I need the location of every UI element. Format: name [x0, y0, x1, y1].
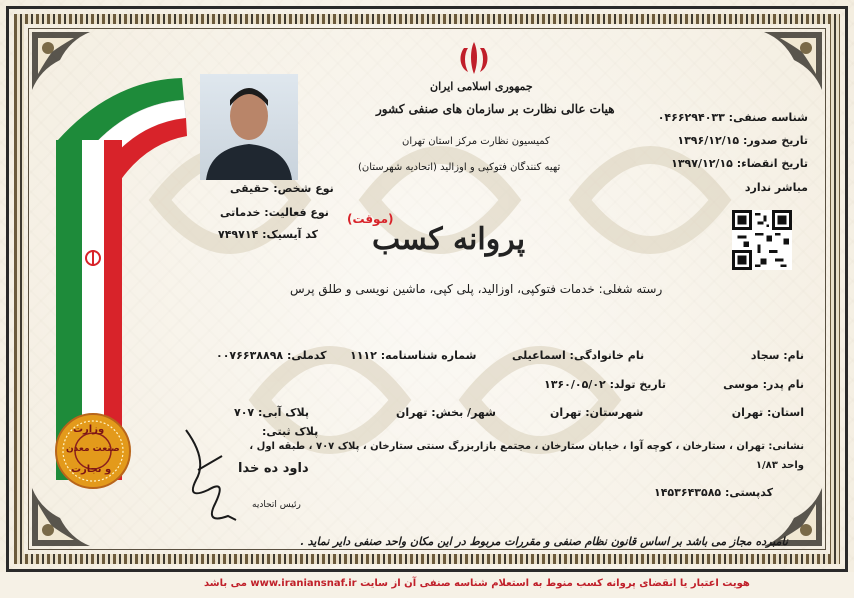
- header-country: جمهوری اسلامی ایران: [430, 80, 533, 93]
- field-city: شهر/ بخش: تهران: [396, 406, 496, 419]
- guild-id: شناسه صنفی: ۰۴۶۶۲۹۴۰۳۳: [657, 111, 808, 124]
- field-name: نام: سجاد: [750, 349, 804, 362]
- field-father: نام پدر: موسی: [723, 378, 804, 391]
- document-title: پروانه کسب: [372, 222, 526, 257]
- trade-category: رسته شغلی: خدمات فتوکپی، اوزالید، پلی کپی، ماشین نویسی و طلق پرس: [290, 282, 663, 296]
- activity-type: نوع فعالیت: خدماتی: [220, 206, 329, 219]
- field-address: نشانی: تهران ، ستارخان ، کوچه آوا ، خیابان ستارخان ، مجتمع بازاربزرگ سنتی ستارخان ، پلاک ۷۰۷ ، طبقه اول ،: [249, 441, 804, 452]
- document-title-tag: (موقت): [347, 212, 394, 226]
- seal-text-middle: صنعت معدن: [66, 444, 120, 454]
- person-entity-type: نوع شخص: حقیقی: [230, 182, 334, 195]
- field-address-unit: واحد ۱/۸۳: [755, 460, 804, 471]
- iran-emblem-icon: [454, 40, 494, 76]
- holder-photo: [200, 74, 298, 180]
- field-postal-code: کدپستی: ۱۴۵۳۶۴۳۵۸۵: [654, 486, 774, 499]
- person-silhouette-icon: [200, 74, 298, 180]
- field-province: استان: تهران: [731, 406, 804, 419]
- signatory-role: رئیس اتحادیه: [252, 500, 301, 510]
- seal-text-bottom: و تجارت: [71, 464, 112, 475]
- qr-code-icon: [732, 210, 792, 270]
- field-plaque-registered: پلاک ثبتی:: [262, 425, 319, 438]
- signature-icon: [178, 420, 248, 530]
- field-plaque-blue: پلاک آبی: ۷۰۷: [234, 406, 309, 419]
- partnership-status: مباشر ندارد: [744, 181, 808, 194]
- header-commission: کمیسیون نظارت مرکز استان تهران: [402, 136, 550, 147]
- field-birth-date: تاریخ تولد: ۱۳۶۰/۰۵/۰۲: [544, 378, 666, 391]
- header-union: تهیه کنندگان فتوکپی و اوزالید (اتحادیه شهرستان): [358, 162, 561, 173]
- field-family: نام خانوادگی: اسماعیلی: [512, 349, 645, 362]
- signatory-name: داود ده خدا: [238, 461, 309, 476]
- footer-disclaimer: هویت اعتبار یا انقضای پروانه کسب منوط به استعلام شناسه صنفی آن از سایت www.iraniansnaf.ir می باشد: [204, 578, 750, 589]
- header-board: هیات عالی نظارت بر سازمان های صنفی کشور: [376, 102, 615, 116]
- isic-code: کد آیسیک: ۷۴۹۷۱۴: [218, 228, 318, 241]
- issue-date: تاریخ صدور: ۱۳۹۶/۱۲/۱۵: [677, 134, 808, 147]
- field-id-number: شماره شناسنامه: ۱۱۱۲: [350, 349, 477, 362]
- expiry-date: تاریخ انقضاء: ۱۳۹۷/۱۲/۱۵: [671, 157, 808, 170]
- seal-text-top: وزارت: [73, 424, 105, 435]
- field-county: شهرستان: تهران: [550, 406, 644, 419]
- corner-ornament-icon: [762, 30, 824, 92]
- legal-notice: نامبرده مجاز می باشد بر اساس قانون نظام صنفی و مقررات مربوط در این مکان واحد صنفی دایر نماید .: [300, 535, 788, 548]
- field-national-code: کدملی: ۰۰۷۶۶۳۸۸۹۸: [216, 349, 327, 362]
- corner-ornament-icon: [30, 486, 92, 548]
